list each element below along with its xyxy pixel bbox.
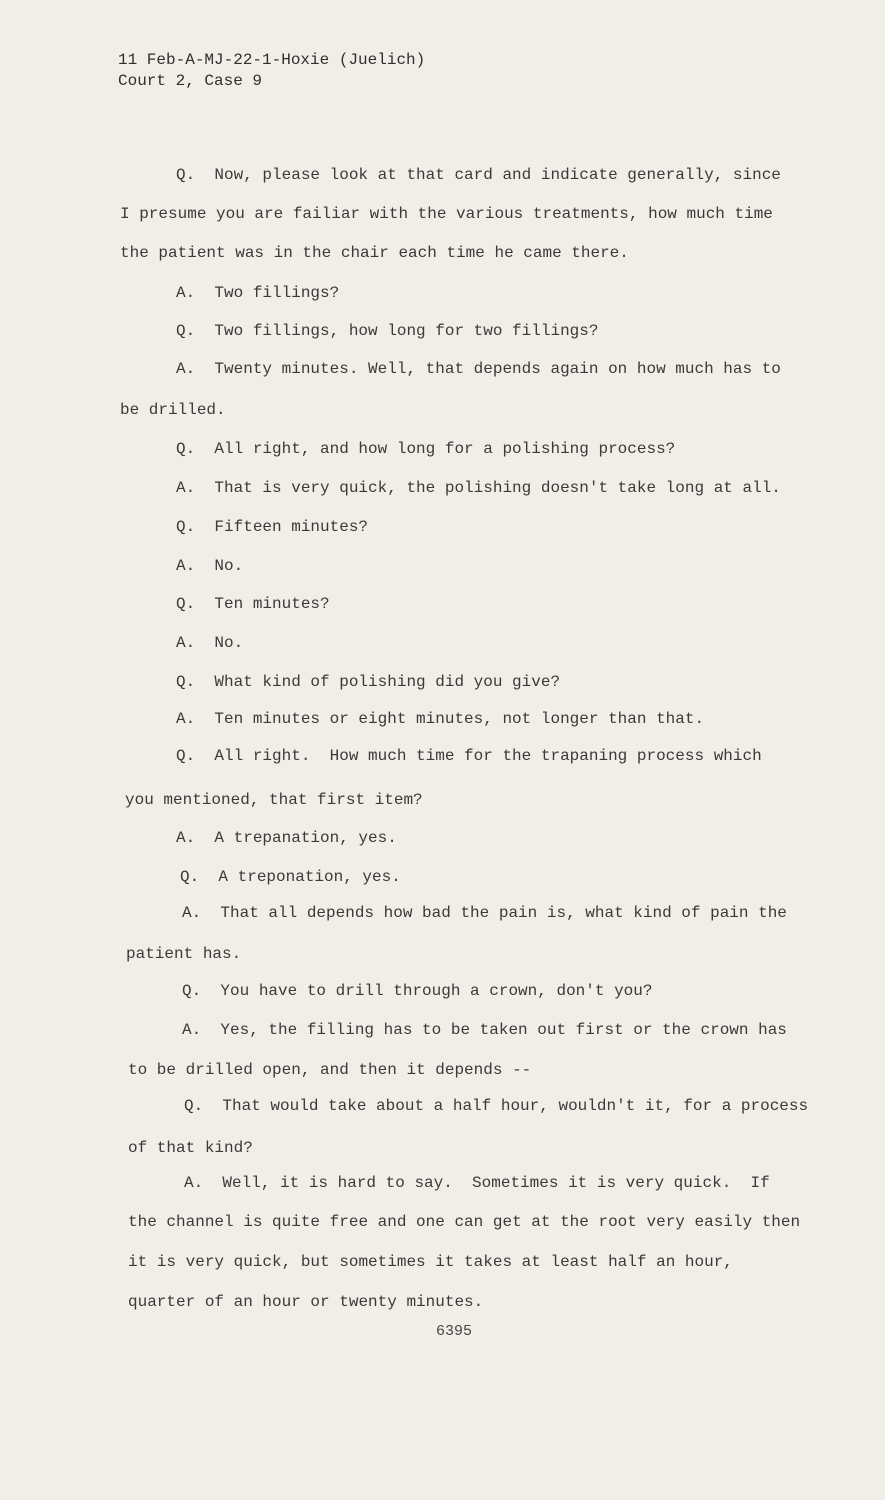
header-reference: 11 Feb-A-MJ-22-1-Hoxie (Juelich) (118, 51, 426, 69)
transcript-line: A. No. (176, 557, 244, 575)
transcript-line: Q. Two fillings, how long for two fillings? (176, 322, 599, 340)
transcript-line: A. That all depends how bad the pain is, what kind of pain the (182, 904, 787, 922)
transcript-line: A. Well, it is hard to say. Sometimes it is very quick. If (184, 1174, 770, 1192)
transcript-line: be drilled. (120, 401, 226, 419)
page-number: 6395 (436, 1323, 473, 1340)
transcript-line: Q. All right, and how long for a polishing process? (176, 440, 676, 458)
transcript-line: Q. Ten minutes? (176, 595, 330, 613)
transcript-line: A. Twenty minutes. Well, that depends again on how much has to (176, 360, 781, 378)
transcript-line: A. No. (176, 634, 244, 652)
transcript-line: A. That is very quick, the polishing doesn't take long at all. (176, 479, 781, 497)
transcript-line: A. Yes, the filling has to be taken out first or the crown has (182, 1021, 787, 1039)
transcript-line: the channel is quite free and one can get at the root very easily then (128, 1213, 801, 1231)
transcript-line: Q. That would take about a half hour, wouldn't it, for a process (184, 1097, 809, 1115)
transcript-line: Q. Now, please look at that card and indicate generally, since (176, 166, 781, 184)
transcript-line: patient has. (126, 945, 242, 963)
transcript-line: I presume you are failiar with the various treatments, how much time (120, 205, 773, 223)
transcript-line: A. A trepanation, yes. (176, 829, 397, 847)
header-court-case: Court 2, Case 9 (118, 72, 263, 90)
transcript-line: to be drilled open, and then it depends -- (128, 1061, 532, 1079)
transcript-line: Q. Fifteen minutes? (176, 518, 369, 536)
document-header (118, 50, 425, 92)
transcript-line: it is very quick, but sometimes it takes at least half an hour, (128, 1253, 733, 1271)
transcript-line: A. Two fillings? (176, 284, 340, 302)
transcript-line: quarter of an hour or twenty minutes. (128, 1293, 484, 1311)
transcript-line: Q. You have to drill through a crown, don't you? (182, 982, 653, 1000)
transcript-line: Q. All right. How much time for the trapaning process which (176, 747, 762, 765)
transcript-line: Q. A treponation, yes. (180, 868, 401, 886)
transcript-line: A. Ten minutes or eight minutes, not longer than that. (176, 710, 705, 728)
transcript-line: you mentioned, that first item? (125, 791, 423, 809)
transcript-line: the patient was in the chair each time he came there. (120, 244, 629, 262)
transcript-line: of that kind? (128, 1139, 253, 1157)
transcript-line: Q. What kind of polishing did you give? (176, 673, 561, 691)
